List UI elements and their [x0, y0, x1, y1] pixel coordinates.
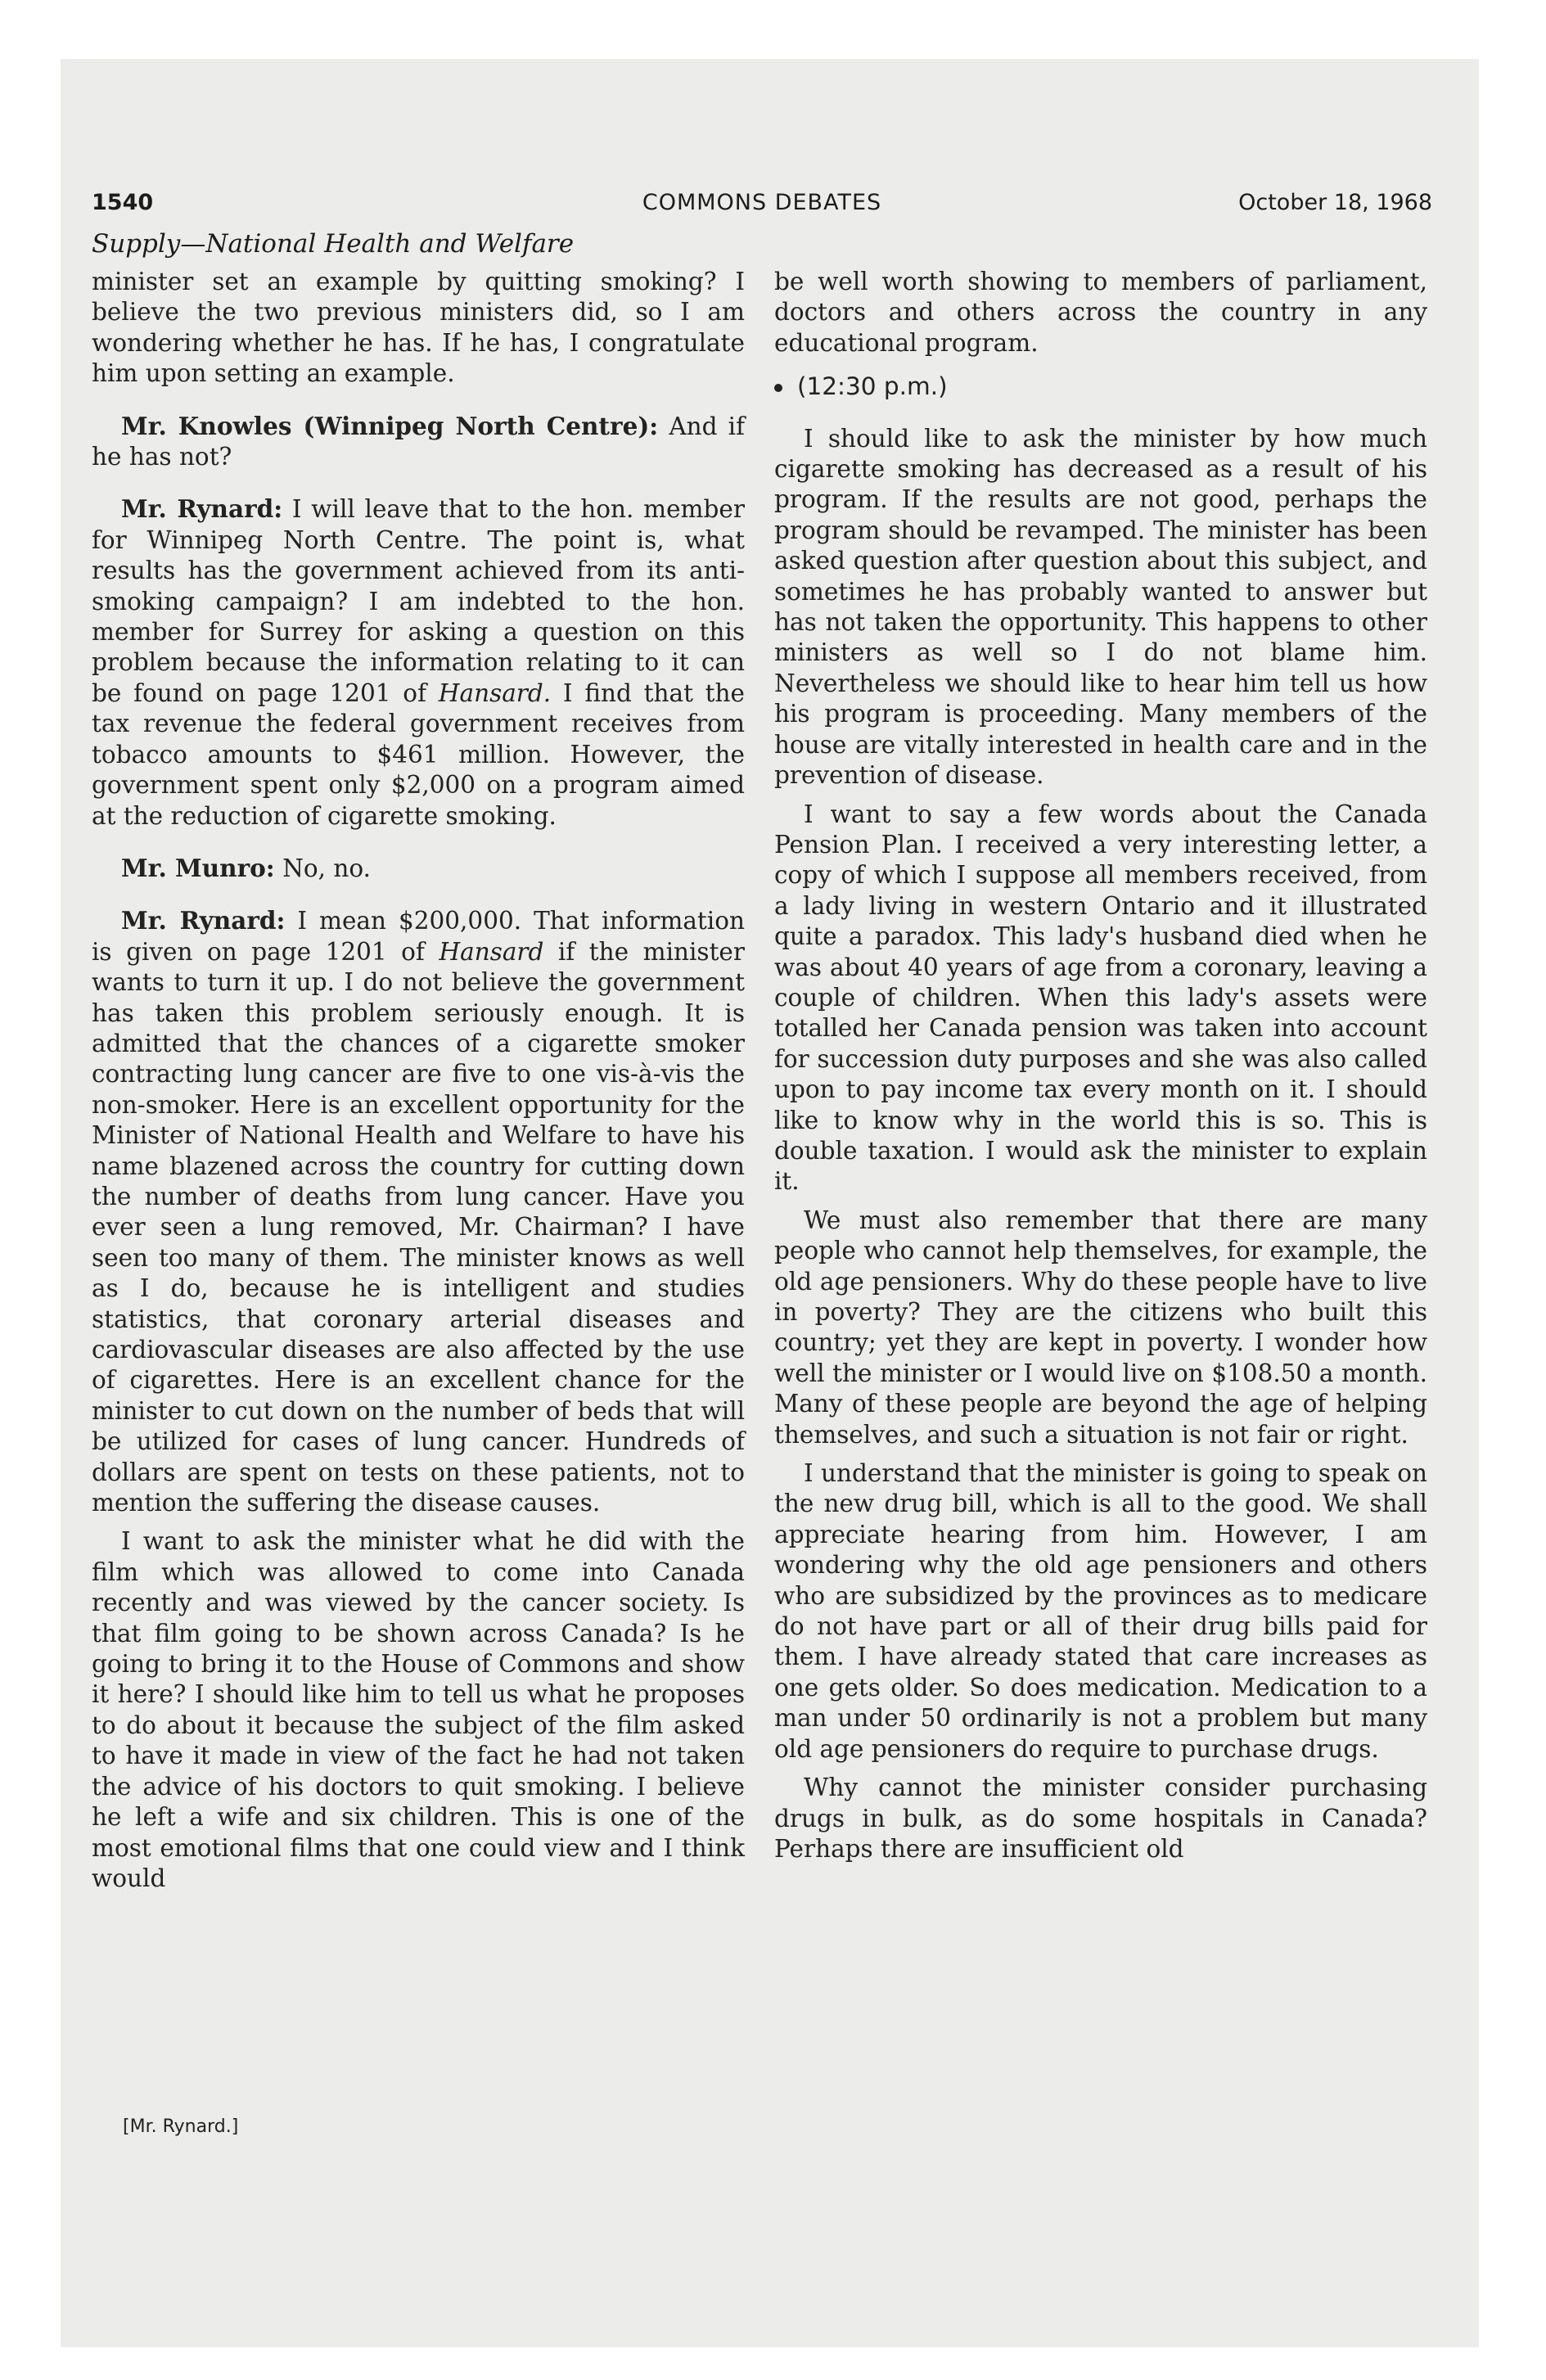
speech-text: I will leave that to the hon. member for Winnipeg North Centre. The point is, what results has the government achieved from its anti-smoking campaign? I am indebted to the hon. member for Surrey for asking a question on this problem because the information relating to it can be found on page 1201 of: [92, 495, 745, 707]
paragraph: minister set an example by quitting smoking? I believe the two previous ministers did, so I am wondering whether he has. If he has, I congratulate him upon setting an example.: [92, 268, 745, 388]
paragraph: We must also remember that there are many people who cannot help themselves, for example, the old age pensioners. Why do these people have to live in poverty? They are the citizens who built this country; yet they are kept in poverty. I wonder how well the minister or I would live on $108.50 a month. Many of these people are beyond the age of helping themselves, and such a situation is not fair or right.: [774, 1206, 1427, 1449]
left-column: [92, 267, 745, 1902]
speaker-name: Mr. Munro:: [121, 853, 275, 882]
speech-paragraph: [92, 853, 745, 884]
publication-title: COMMONS DEBATES: [642, 190, 882, 215]
speaker-footer: [Mr. Rynard.]: [123, 2116, 239, 2137]
page-header: [92, 190, 1432, 223]
time-stamp-text: (12:30 p.m.): [797, 372, 948, 401]
paragraph: Why cannot the minister consider purchasing drugs in bulk, as do some hospitals in Canada? Perhaps there are insufficient old: [774, 1774, 1427, 1863]
speaker-name: Mr. Rynard:: [121, 906, 286, 935]
speaker-name: Mr. Rynard:: [121, 494, 283, 524]
paragraph: I should like to ask the minister by how much cigarette smoking has decreased as a result of his program. If the results are not good, perhaps the program should be revamped. The minister has been asked question after question about this subject, and sometimes he has probably wanted to answer but has not taken the opportunity. This happens to other ministers as well so I do not blame him. Nevertheless we should like to hear him tell us how his program is proceeding. Many members of the house are vitally interested in health care and in the prevention of disease.: [774, 424, 1427, 790]
section-title: Supply—National Health and Welfare: [92, 229, 575, 259]
paragraph: I want to ask the minister what he did with the film which was allowed to come into Canada recently and was viewed by the cancer society. Is that film going to be shown across Canada? Is he going to bring it to the House of Commons and show it here? I should like him to tell us what he proposes to do about it because the subject of the film asked to have it made in view of the fact he had not taken the advice of his doctors to quit smoking. I believe he left a wife and six children. This is one of the most emotional films that one could view and I think would: [92, 1527, 745, 1892]
speech-paragraph: [92, 411, 745, 473]
publication-date: October 18, 1968: [1238, 190, 1432, 215]
time-stamp: [774, 372, 1427, 402]
speech-text: I find that the tax revenue the federal government receives from tobacco amounts to $461 million. However, the government spent only $2,000 on a program aimed at the reduction of cigarette smoking.: [92, 678, 745, 830]
right-column: [774, 267, 1427, 1873]
speech-text: if the minister wants to turn it up. I do not believe the government has taken this problem seriously enough. It is admitted that the chances of a cigarette smoker contracting lung cancer are five to one vis-à-vis the non-smoker. Here is an excellent opportunity for the Minister of National Health and Welfare to have his name blazened across the country for cutting down the number of deaths from lung cancer. Have you ever seen a lung removed, Mr. Chairman? I have seen too many of them. The minister knows as well as I do, because he is intelligent and studies statistics, that coronary arterial diseases and cardiovascular diseases are also affected by the use of cigarettes. Here is an excellent chance for the minister to cut down on the number of beds that will be utilized for cases of lung cancer. Hundreds of dollars are spent on tests on these patients, not to mention the suffering the disease causes.: [92, 937, 745, 1517]
paragraph: I want to say a few words about the Canada Pension Plan. I received a very interesting letter, a copy of which I suppose all members received, from a lady living in western Ontario and it illustrated quite a paradox. This lady's husband died when he was about 40 years of age from a coronary, leaving a couple of children. When this lady's assets were totalled her Canada pension was taken into account for succession duty purposes and she was also called upon to pay income tax every month on it. I should like to know why in the world this is so. This is double taxation. I would ask the minister to explain it.: [774, 800, 1427, 1196]
hansard-reference: Hansard: [439, 937, 544, 966]
hansard-reference: Hansard.: [438, 678, 552, 707]
paragraph: I understand that the minister is going to speak on the new drug bill, which is all to the good. We shall appreciate hearing from him. However, I am wondering why the old age pensioners and others who are subsidized by the provinces as to medicare do not have part or all of their drug bills paid for them. I have already stated that care increases as one gets older. So does medication. Medication to a man under 50 ordinarily is not a problem but many old age pensioners do require to purchase drugs.: [774, 1459, 1427, 1763]
paragraph: be well worth showing to members of parliament, doctors and others across the country in any educational program.: [774, 268, 1427, 357]
speech-paragraph: [92, 494, 745, 831]
speech-text: And if he has not?: [92, 412, 745, 471]
page-number: 1540: [92, 190, 154, 215]
speech-text: No, no.: [282, 854, 372, 882]
speech-paragraph: [92, 905, 745, 1518]
bullet-icon: [774, 384, 782, 392]
speech-text: I mean $200,000. That information is given on page 1201 of: [92, 907, 745, 966]
speaker-name: Mr. Knowles (Winnipeg North Centre):: [121, 411, 659, 440]
